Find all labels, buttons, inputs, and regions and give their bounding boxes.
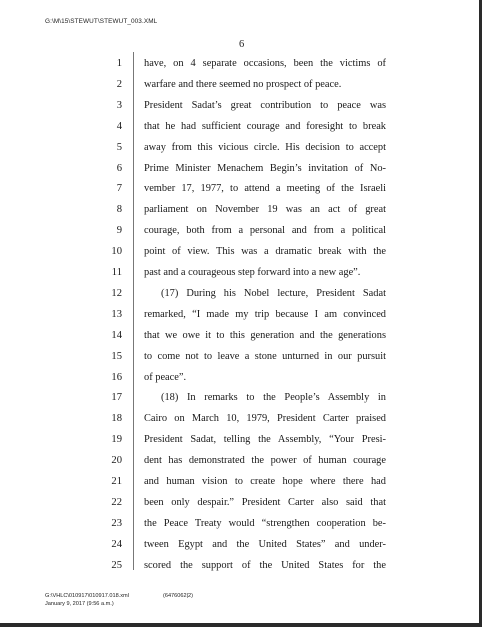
document-line xyxy=(0,57,482,71)
line-number: 15 xyxy=(111,350,122,362)
line-text: to come not to leave a stone unturned in our pursuit xyxy=(144,350,386,362)
line-text: that we owe it to this generation and the generations xyxy=(144,329,386,341)
line-text: remarked, “I made my trip because I am convinced xyxy=(144,308,386,320)
line-text: the Peace Treaty would “strengthen cooperation be- xyxy=(144,517,386,529)
document-line xyxy=(0,287,482,301)
line-number: 6 xyxy=(116,162,122,174)
footer-file-path: G:\VHLC\010917\010917.018.xml xyxy=(45,593,129,599)
footer xyxy=(45,592,193,608)
line-number: 10 xyxy=(111,246,122,258)
document-line xyxy=(0,308,482,322)
line-number: 18 xyxy=(111,413,122,425)
document-line xyxy=(0,454,482,468)
document-line xyxy=(0,266,482,280)
line-number: 19 xyxy=(111,434,122,446)
document-line xyxy=(0,329,482,343)
line-text: of peace”. xyxy=(144,371,187,383)
line-number: 12 xyxy=(111,287,122,299)
line-number: 13 xyxy=(111,308,122,320)
line-text: scored the support of the United States for the xyxy=(144,559,386,571)
line-text: Cairo on March 10, 1979, President Carter praised xyxy=(144,413,386,425)
line-number: 2 xyxy=(116,78,122,90)
line-text: President Sadat, telling the Assembly, “Your Presi- xyxy=(144,434,386,446)
line-number: 4 xyxy=(116,120,122,132)
line-text: point of view. This was a dramatic break with the xyxy=(144,246,386,258)
line-text: vember 17, 1977, to attend a meeting of the Israeli xyxy=(144,183,386,195)
document-line xyxy=(0,162,482,176)
line-number: 7 xyxy=(116,183,122,195)
document-line xyxy=(0,78,482,92)
line-text: been only despair.” President Carter also said that xyxy=(144,496,386,508)
document-line xyxy=(0,496,482,510)
line-text: (17) During his Nobel lecture, President Sadat xyxy=(161,287,386,299)
document-line xyxy=(0,99,482,113)
document-line xyxy=(0,350,482,364)
document-line xyxy=(0,412,482,426)
document-line xyxy=(0,517,482,531)
line-number: 1 xyxy=(116,58,122,69)
line-text: dent has demonstrated the power of human courage xyxy=(144,455,386,467)
line-number: 20 xyxy=(111,455,122,467)
line-text: and human vision to create hope where there had xyxy=(144,476,386,487)
line-number: 23 xyxy=(111,517,122,529)
line-number: 11 xyxy=(111,267,122,278)
document-line xyxy=(0,371,482,385)
document-line xyxy=(0,538,482,552)
line-number: 25 xyxy=(111,559,122,571)
document-line xyxy=(0,224,482,238)
line-number: 24 xyxy=(111,538,122,550)
document-line xyxy=(0,245,482,259)
document-line xyxy=(0,120,482,134)
line-number: 14 xyxy=(111,329,122,341)
line-text: away from this vicious circle. His decision to accept xyxy=(144,141,386,153)
line-text: (18) In remarks to the People’s Assembly in xyxy=(161,392,386,404)
line-text: that he had sufficient courage and foresight to break xyxy=(144,120,386,132)
line-text: have, on 4 separate occasions, been the victims of xyxy=(144,58,386,69)
document-line xyxy=(0,391,482,405)
line-text: past and a courageous step forward into a new age”. xyxy=(144,267,361,278)
line-text: President Sadat’s great contribution to peace was xyxy=(144,99,386,111)
footer-date: January 9, 2017 (9:56 a.m.) xyxy=(45,601,114,607)
line-text: Prime Minister Menachem Begin’s invitation of No- xyxy=(144,162,386,174)
line-text: courage, both from a personal and from a political xyxy=(144,225,386,237)
line-number: 17 xyxy=(111,392,122,404)
line-number: 5 xyxy=(116,141,122,153)
document-line xyxy=(0,433,482,447)
line-text: parliament on November 19 was an act of great xyxy=(144,204,386,216)
document-line xyxy=(0,559,482,573)
line-text: warfare and there seemed no prospect of peace. xyxy=(144,78,342,90)
line-number: 3 xyxy=(116,99,122,111)
line-text: tween Egypt and the United States” and under- xyxy=(144,538,386,550)
line-number: 9 xyxy=(116,225,122,237)
document-line xyxy=(0,203,482,217)
document-line xyxy=(0,182,482,196)
footer-doc-id: (6476062|2) xyxy=(162,593,194,599)
line-number: 22 xyxy=(111,496,122,508)
line-number: 16 xyxy=(111,371,122,383)
line-number: 21 xyxy=(111,476,122,487)
document-line xyxy=(0,475,482,489)
page-number: 6 xyxy=(239,39,245,50)
document-line xyxy=(0,141,482,155)
header-file-path: G:\M\15\STEWUT\STEWUT_003.XML xyxy=(45,18,158,25)
line-number: 8 xyxy=(116,204,122,216)
